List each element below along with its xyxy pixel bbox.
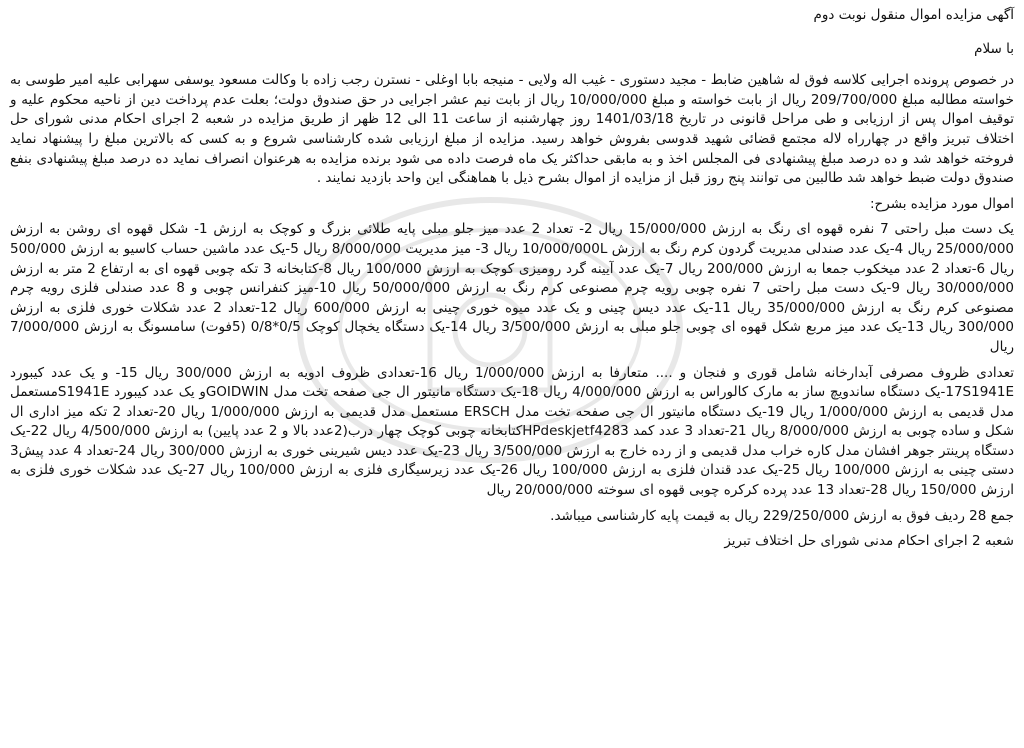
items-paragraph-1: یک دست مبل راحتی 7 نفره قهوه ای رنگ به ارزش 15/000/000 ریال 2- تعداد 2 عدد میز جلو مبلی پایه طلائی بزرگ و کوچک به ارزش 1- شکل قهوه ای روشن به ارزش 25/000/000 ریال 4-یک عدد صندلی مدیریت گردون کرم رنگ به ارزش 10/000/000L ریال 3- میز مدیریت 8/000/000 ریال 5-یک عدد ماشین حساب کاسیو به ارزش 500/000 ریال 6-تعداد 2 عدد میخکوب جمعا به ارزش 200/000 ریال 7-یک عدد آیینه گرد رومیزی کوچک به ارزش 100/000 ریال 8-کتابخانه 3 تکه چوبی قهوه ای به ارتفاع 2 متر به ارزش 30/000/000 ریال 9-یک دست مبل راحتی 7 نفره چوبی رویه چرم مصنوعی کرم رنگ به ارزش 50/000/000 ریال 10-میز کنفرانس چوبی و 8 عدد صندلی فلزی رویه چرم مصنوعی کرم رنگ به ارزش 35/000/000 ریال 11-یک عدد دیس چینی و یک عدد میوه خوری چینی به ارزش 600/000 ریال 12-تعداد 2 عدد شکلات خوری فلزی به ارزش 300/000 ریال 13-یک عدد میز مربع شکل قهوه ای چوبی جلو مبلی به ارزش 3/500/000 ریال 14-یک دستگاه یخچال کوچک 0/5*0/8 (5فوت) سامسونگ به ارزش 7/000/000 ریال — [10, 221, 1015, 355]
greeting: با سلام — [974, 40, 1014, 57]
notice-title: آگهی مزایده اموال منقول نوبت دوم — [813, 7, 1014, 23]
intro-paragraph: در خصوص پرونده اجرایی کلاسه فوق له شاهین ضابط - مجید دستوری - غیب اله ولایی - منیجه بابا اوغلی - نسترن رجب زاده با وکالت مسعود یوسفی سهرابی علیه امیر طوسی به خواسته مطالبه مبلغ 209/700/000 ریال از بابت خواسته و مبلغ 10/000/000 ریال از بابت نیم عشر اجرایی در حق صندوق دولت؛ بعلت عدم پرداخت دین از ناحیه محکوم علیه و توقیف اموال پس از ارزیابی و طی مراحل قانونی در تاریخ 1401/03/18 روز چهارشنبه از ساعت 11 الی 12 ظهر از طریق مزایده در شعبه 2 اجرای احکام مدنی شورای حل اختلاف تبریز واقع در چهارراه لاله مجتمع قضائی شهید قدوسی بفروش خواهد رسید. مزایده از مبلغ ارزیابی شده کارشناسی شروع و به کسی که بالاترین مبلغ را پیشنهاد نماید فروخته خواهد شد و ده درصد مبلغ پیشنهادی فی المجلس اخذ و به مابقی حداکثر یک ماه فرصت داده می شود برنده مزایده به هرعنوان انصراف نماید ده درصد مبلغ پیشنهادی بنفع صندوق دولت ضبط خواهد شد طالبین می توانند پنج روز قبل از مزایده از اموال بشرح ذیل با هماهنگی این واحد بازدید نمایند . — [10, 72, 1014, 187]
items-heading: اموال مورد مزایده بشرح: — [870, 195, 1014, 212]
signature-line: شعبه 2 اجرای احکام مدنی شورای حل اختلاف تبریز — [724, 533, 1014, 550]
items-paragraph-2: تعدادی ظروف مصرفی آبدارخانه شامل قوری و فنجان و .... متعارفا به ارزش 1/000/000 ریال 16-تعدادی ظروف ادویه به ارزش 300/000 ریال 15- و یک عدد کیبورد 17S1941E-یک دستگاه ساندویچ ساز به مارک کالوراس به ارزش 4/000/000 ریال 18-یک دستگاه مانیتور ال جی صفحه تخت مدل GOIDWINو یک عدد کیبورد S1941Eمستعمل مدل قدیمی به ارزش 1/000/000 ریال 19-یک دستگاه مانیتور ال جی صفحه تخت مدل ERSCH مستعمل مدل قدیمی به ارزش 1/000/000 ریال 20-تعداد 2 تکه میز اداری ال شکل و ساده چوبی به ارزش 8/000/000 ریال 21-تعداد 3 عدد کمد HPdeskjetf4283کتابخانه چوبی کوچک چهار درب(2عدد بالا و 2 عدد پایین) به ارزش 4/500/000 ریال 22-یک دستگاه پرینتر جوهر افشان مدل کاره خراب مدل قدیمی و از رده خارج به ارزش 3/500/000 ریال 23-یک عدد دیس شیرینی خوری به ارزش 300/000 ریال 24-تعداد 4 عدد پیش3 دستی چینی به ارزش 100/000 ریال 25-یک عدد قندان فلزی به ارزش 100/000 ریال 26-یک عدد زیرسیگاری فلزی به ارزش 100/000 ریال 27-یک عدد شکلات خوری فلزی به ارزش 150/000 ریال 28-تعداد 13 عدد پرده کرکره چوبی قهوه ای سوخته 20/000/000 ریال — [10, 364, 1015, 499]
total-line: جمع 28 ردیف فوق به ارزش 229/250/000 ریال به قیمت پایه کارشناسی میباشد. — [550, 507, 1014, 524]
